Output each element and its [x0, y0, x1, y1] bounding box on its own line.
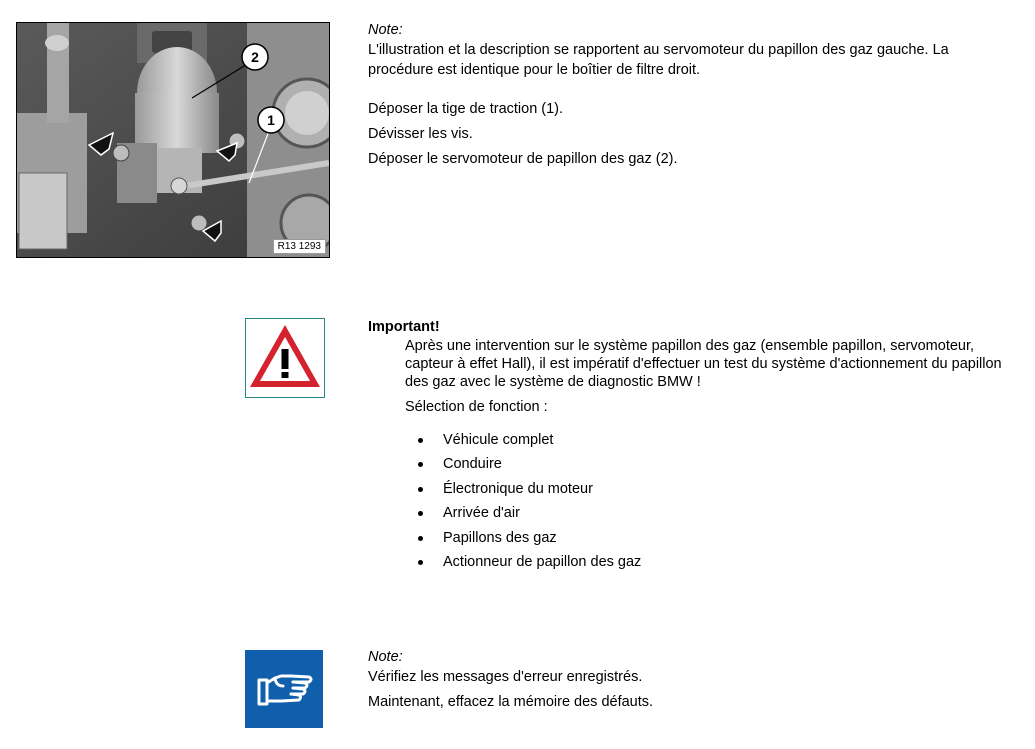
step: Déposer le servomoteur de papillon des gaz (2).: [368, 151, 678, 167]
procedure-steps: [368, 99, 1018, 174]
engine-figure: [16, 22, 330, 258]
note-line: Maintenant, effacez la mémoire des défauts.: [368, 694, 654, 710]
list-item: Électronique du moteur: [416, 479, 641, 503]
note-line: Vérifiez les messages d'erreur enregistrés.: [368, 669, 643, 685]
step: Dévisser les vis.: [368, 126, 473, 142]
note-label: Note:: [368, 649, 403, 665]
svg-text:2: 2: [251, 49, 259, 65]
important-block: [368, 317, 1008, 417]
list-item: Papillons des gaz: [416, 528, 641, 552]
note-body: L'illustration et la description se rapportent au servomoteur du papillon des gaz gauche. La procédure est identique pour le boîtier de filtre droit.: [368, 42, 949, 78]
list-item: Actionneur de papillon des gaz: [416, 552, 641, 576]
callout-1: [258, 107, 284, 133]
warning-triangle-icon: [245, 318, 325, 398]
note-block: [368, 20, 1018, 80]
important-body: Après une intervention sur le système papillon des gaz (ensemble papillon, servomoteur, capteur à effet Hall), il est impératif d'effectuer un test du système d'actionnement du papillon des gaz avec le système de diagnostic BMW !: [405, 338, 1002, 390]
function-list: [416, 430, 641, 576]
pointing-hand-icon: [245, 650, 323, 728]
list-item: Conduire: [416, 454, 641, 478]
svg-text:1: 1: [267, 112, 275, 128]
figure-reference: R13 1293: [273, 239, 326, 254]
selection-label: Sélection de fonction :: [405, 399, 548, 415]
list-item: Arrivée d'air: [416, 503, 641, 527]
callout-2: [242, 44, 268, 70]
important-title: Important!: [368, 319, 440, 335]
note-label: Note:: [368, 22, 403, 38]
step: Déposer la tige de traction (1).: [368, 101, 564, 117]
note-block: [368, 647, 1008, 712]
engine-photo: [17, 23, 329, 257]
list-item: Véhicule complet: [416, 430, 641, 454]
